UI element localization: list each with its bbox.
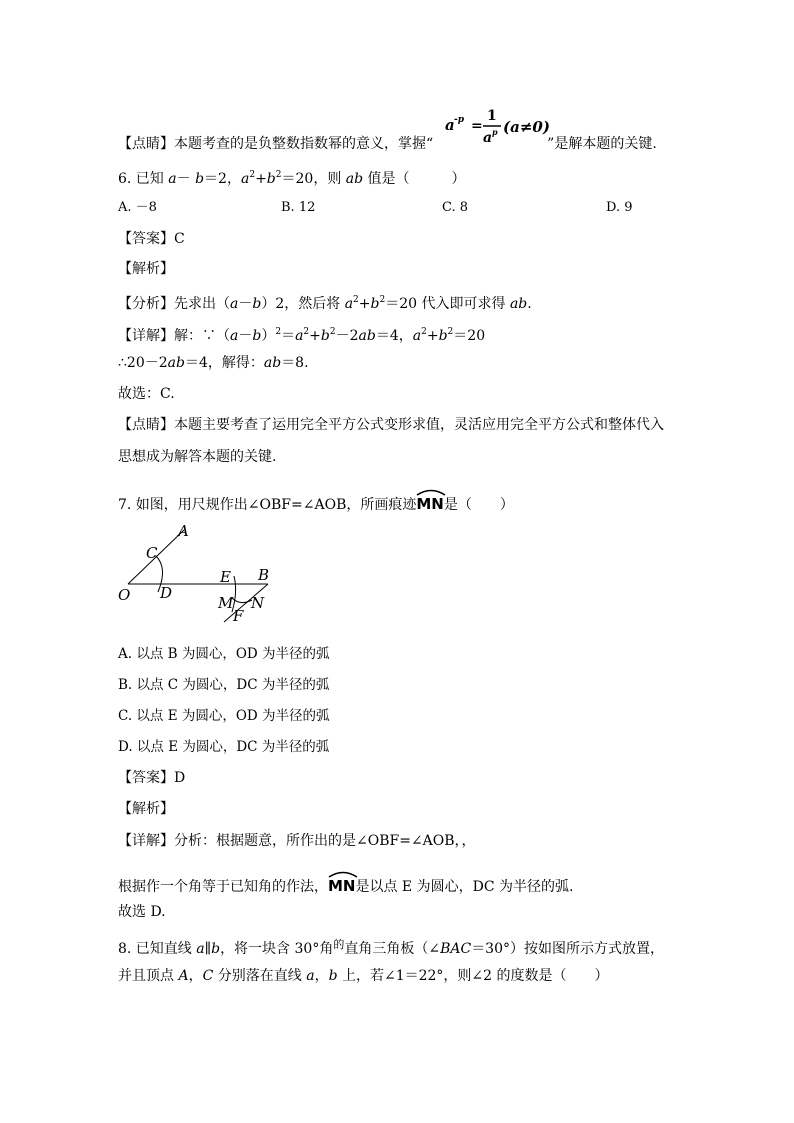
q7-stem: 7. 如图，用尺规作出∠OBF=∠AOB，所画痕迹 MN是（ ） <box>118 488 514 515</box>
label-d: D <box>160 584 173 602</box>
label-f: F <box>233 607 244 624</box>
q5-point-text-end: ”是解本题的关键. <box>547 136 657 152</box>
q7-conclusion: 根据作一个角等于已知角的作法， MN是以点 E 为圆心，DC 为半径的弧. <box>118 870 573 897</box>
q7-detail: 【详解】分析：根据题意，所作出的是∠OBF=∠AOB，， <box>118 833 476 849</box>
q7-option-c[interactable]: C. 以点 E 为圆心，OD 为半径的弧 <box>118 708 330 724</box>
q6-option-a[interactable]: A. －8 <box>118 200 157 215</box>
q6-option-d[interactable]: D. 9 <box>606 200 633 215</box>
label-m: M <box>218 594 234 612</box>
q7-option-a[interactable]: A. 以点 B 为圆心，OD 为半径的弧 <box>118 646 330 662</box>
label-n: N <box>251 594 265 612</box>
label-e: E <box>220 568 231 586</box>
arc-mn-label: MN <box>416 488 443 514</box>
formula-condition: (a≠0) <box>503 118 550 136</box>
q7-construction-figure <box>112 522 282 624</box>
q8-stem-line-2: 并且顶点 A，C 分别落在直线 a，b 上，若∠1＝22°，则∠2 的度数是（ ） <box>118 968 609 984</box>
formula-denominator: a <box>483 130 493 146</box>
q6-therefore: ∴20－2ab＝4，解得：ab＝8. <box>118 355 309 371</box>
q7-choose: 故选 D. <box>118 904 166 920</box>
q6-option-c[interactable]: C. 8 <box>442 200 469 215</box>
q8-stem-line-1: 8. 已知直线 a∥b，将一块含 30°角$^的$直角三角板（∠BAC＝30°）按如图所示方式放置， <box>118 938 665 957</box>
q6-options <box>118 198 678 218</box>
label-b: B <box>258 566 270 584</box>
q6-answer: 【答案】C <box>118 231 185 247</box>
formula-exp: -p <box>454 115 465 125</box>
q6-choose: 故选：C. <box>118 386 175 402</box>
negative-exponent-formula <box>443 104 555 154</box>
formula-numerator: 1 <box>487 108 497 124</box>
label-c: C <box>146 544 158 562</box>
q5-point-line <box>118 134 657 154</box>
q6-point-line-1: 【点睛】本题主要考查了运用完全平方公式变形求值，灵活应用完全平方公式和整体代入 <box>118 417 664 433</box>
q6-detail: 【详解】解：$\because(a-b)^2=a^2+b^2-2ab=4$，$a^2+b^2=20$ <box>118 327 486 344</box>
label-o: O <box>118 586 131 604</box>
q6-option-b[interactable]: B. 12 <box>281 200 316 215</box>
q7-option-b[interactable]: B. 以点 C 为圆心，DC 为半径的弧 <box>118 677 330 693</box>
q7-option-d[interactable]: D. 以点 E 为圆心，DC 为半径的弧 <box>118 739 330 755</box>
svg-text:=: = <box>471 118 483 134</box>
formula-lhs: a <box>445 116 455 134</box>
q7-analysis-heading: 【解析】 <box>118 801 174 817</box>
arc-mn-label-2: MN <box>328 870 355 896</box>
q5-point-text: 【点睛】本题考查的是负整数指数幂的意义，掌握“ <box>118 136 434 152</box>
q6-stem: 6. 已知 a－ b＝2，$a^2+b^2=20$，则 ab 值是（ ） <box>118 170 466 187</box>
label-a: A <box>178 522 189 540</box>
q7-answer: 【答案】D <box>118 770 186 786</box>
q6-point-line-2: 思想成为解答本题的关键. <box>118 449 277 465</box>
formula-den-exp: p <box>492 127 498 137</box>
q6-fenxi: 【分析】先求出（a－b）2，然后将 $a^2+b^2=20$ 代入即可求得 ab. <box>118 295 532 312</box>
q6-analysis-heading: 【解析】 <box>118 261 174 277</box>
